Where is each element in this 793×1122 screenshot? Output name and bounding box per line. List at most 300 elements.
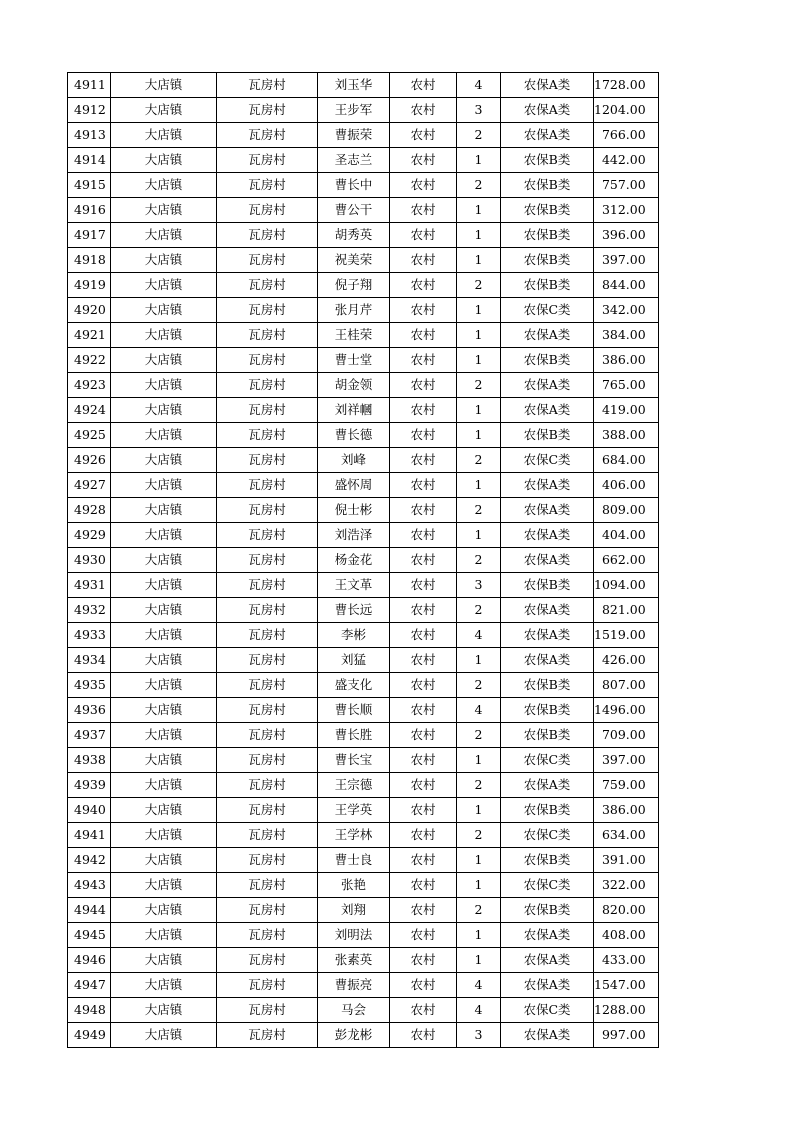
- amount-cell: 997.00: [594, 1023, 659, 1048]
- insurance-category-cell: 农保C类: [501, 748, 594, 773]
- record-id-cell: 4929: [68, 523, 111, 548]
- record-id-cell: 4941: [68, 823, 111, 848]
- insurance-category-cell: 农保A类: [501, 923, 594, 948]
- village-cell: 瓦房村: [217, 273, 318, 298]
- town-cell: 大店镇: [111, 98, 217, 123]
- amount-cell: 634.00: [594, 823, 659, 848]
- household-size-cell: 4: [457, 73, 501, 98]
- town-cell: 大店镇: [111, 648, 217, 673]
- village-cell: 瓦房村: [217, 923, 318, 948]
- insurance-category-cell: 农保A类: [501, 73, 594, 98]
- record-id-cell: 4925: [68, 423, 111, 448]
- record-id-cell: 4933: [68, 623, 111, 648]
- village-cell: 瓦房村: [217, 348, 318, 373]
- name-cell: 刘明法: [318, 923, 390, 948]
- name-cell: 王学英: [318, 798, 390, 823]
- table-row: [68, 298, 659, 323]
- amount-cell: 386.00: [594, 348, 659, 373]
- table-row: [68, 73, 659, 98]
- table-row: [68, 748, 659, 773]
- table-row: [68, 848, 659, 873]
- amount-cell: 807.00: [594, 673, 659, 698]
- village-cell: 瓦房村: [217, 123, 318, 148]
- household-size-cell: 1: [457, 798, 501, 823]
- record-id-cell: 4931: [68, 573, 111, 598]
- table-row: [68, 348, 659, 373]
- table-row: [68, 548, 659, 573]
- town-cell: 大店镇: [111, 998, 217, 1023]
- household-type-cell: 农村: [390, 848, 457, 873]
- household-size-cell: 2: [457, 448, 501, 473]
- household-type-cell: 农村: [390, 198, 457, 223]
- record-id-cell: 4936: [68, 698, 111, 723]
- name-cell: 胡秀英: [318, 223, 390, 248]
- household-type-cell: 农村: [390, 898, 457, 923]
- village-cell: 瓦房村: [217, 498, 318, 523]
- town-cell: 大店镇: [111, 223, 217, 248]
- amount-cell: 406.00: [594, 473, 659, 498]
- town-cell: 大店镇: [111, 723, 217, 748]
- table-row: [68, 798, 659, 823]
- insurance-category-cell: 农保A类: [501, 1023, 594, 1048]
- insurance-category-cell: 农保C类: [501, 448, 594, 473]
- household-type-cell: 农村: [390, 948, 457, 973]
- name-cell: 倪子翔: [318, 273, 390, 298]
- table-row: [68, 948, 659, 973]
- amount-cell: 419.00: [594, 398, 659, 423]
- town-cell: 大店镇: [111, 298, 217, 323]
- village-cell: 瓦房村: [217, 298, 318, 323]
- village-cell: 瓦房村: [217, 473, 318, 498]
- amount-cell: 662.00: [594, 548, 659, 573]
- household-type-cell: 农村: [390, 998, 457, 1023]
- household-size-cell: 1: [457, 473, 501, 498]
- insurance-category-cell: 农保B类: [501, 848, 594, 873]
- village-cell: 瓦房村: [217, 73, 318, 98]
- record-id-cell: 4940: [68, 798, 111, 823]
- name-cell: 曹长宝: [318, 748, 390, 773]
- record-id-cell: 4930: [68, 548, 111, 573]
- record-id-cell: 4939: [68, 773, 111, 798]
- village-cell: 瓦房村: [217, 523, 318, 548]
- name-cell: 盛支化: [318, 673, 390, 698]
- insurance-category-cell: 农保B类: [501, 248, 594, 273]
- record-id-cell: 4942: [68, 848, 111, 873]
- town-cell: 大店镇: [111, 873, 217, 898]
- amount-cell: 322.00: [594, 873, 659, 898]
- household-type-cell: 农村: [390, 298, 457, 323]
- table-row: [68, 998, 659, 1023]
- insurance-category-cell: 农保C类: [501, 298, 594, 323]
- village-cell: 瓦房村: [217, 323, 318, 348]
- household-type-cell: 农村: [390, 548, 457, 573]
- household-size-cell: 1: [457, 148, 501, 173]
- town-cell: 大店镇: [111, 673, 217, 698]
- town-cell: 大店镇: [111, 573, 217, 598]
- household-size-cell: 2: [457, 723, 501, 748]
- name-cell: 王宗德: [318, 773, 390, 798]
- amount-cell: 386.00: [594, 798, 659, 823]
- household-type-cell: 农村: [390, 498, 457, 523]
- amount-cell: 844.00: [594, 273, 659, 298]
- town-cell: 大店镇: [111, 473, 217, 498]
- table-row: [68, 973, 659, 998]
- household-size-cell: 1: [457, 198, 501, 223]
- amount-cell: 1204.00: [594, 98, 659, 123]
- name-cell: 胡金领: [318, 373, 390, 398]
- record-id-cell: 4920: [68, 298, 111, 323]
- village-cell: 瓦房村: [217, 173, 318, 198]
- name-cell: 王桂荣: [318, 323, 390, 348]
- village-cell: 瓦房村: [217, 998, 318, 1023]
- household-size-cell: 1: [457, 648, 501, 673]
- name-cell: 曹长胜: [318, 723, 390, 748]
- insurance-category-cell: 农保A类: [501, 98, 594, 123]
- name-cell: 曹士堂: [318, 348, 390, 373]
- name-cell: 曹长中: [318, 173, 390, 198]
- village-cell: 瓦房村: [217, 698, 318, 723]
- village-cell: 瓦房村: [217, 623, 318, 648]
- household-size-cell: 4: [457, 998, 501, 1023]
- household-size-cell: 2: [457, 548, 501, 573]
- name-cell: 张素英: [318, 948, 390, 973]
- amount-cell: 1288.00: [594, 998, 659, 1023]
- record-id-cell: 4928: [68, 498, 111, 523]
- town-cell: 大店镇: [111, 823, 217, 848]
- name-cell: 曹振亮: [318, 973, 390, 998]
- village-cell: 瓦房村: [217, 648, 318, 673]
- amount-cell: 312.00: [594, 198, 659, 223]
- household-size-cell: 3: [457, 573, 501, 598]
- town-cell: 大店镇: [111, 773, 217, 798]
- name-cell: 马会: [318, 998, 390, 1023]
- insurance-category-cell: 农保B类: [501, 173, 594, 198]
- household-size-cell: 1: [457, 323, 501, 348]
- table-row: [68, 923, 659, 948]
- record-id-cell: 4945: [68, 923, 111, 948]
- household-size-cell: 1: [457, 948, 501, 973]
- town-cell: 大店镇: [111, 423, 217, 448]
- household-size-cell: 1: [457, 748, 501, 773]
- benefit-roster-table: [67, 72, 659, 1048]
- amount-cell: 765.00: [594, 373, 659, 398]
- household-size-cell: 3: [457, 1023, 501, 1048]
- amount-cell: 821.00: [594, 598, 659, 623]
- record-id-cell: 4938: [68, 748, 111, 773]
- table-row: [68, 773, 659, 798]
- record-id-cell: 4918: [68, 248, 111, 273]
- household-size-cell: 2: [457, 898, 501, 923]
- insurance-category-cell: 农保A类: [501, 648, 594, 673]
- record-id-cell: 4943: [68, 873, 111, 898]
- village-cell: 瓦房村: [217, 548, 318, 573]
- household-size-cell: 1: [457, 248, 501, 273]
- household-size-cell: 1: [457, 923, 501, 948]
- household-size-cell: 1: [457, 348, 501, 373]
- amount-cell: 757.00: [594, 173, 659, 198]
- name-cell: 曹长德: [318, 423, 390, 448]
- amount-cell: 809.00: [594, 498, 659, 523]
- town-cell: 大店镇: [111, 348, 217, 373]
- record-id-cell: 4922: [68, 348, 111, 373]
- record-id-cell: 4932: [68, 598, 111, 623]
- insurance-category-cell: 农保C类: [501, 998, 594, 1023]
- record-id-cell: 4916: [68, 198, 111, 223]
- record-id-cell: 4919: [68, 273, 111, 298]
- amount-cell: 442.00: [594, 148, 659, 173]
- insurance-category-cell: 农保B类: [501, 723, 594, 748]
- name-cell: 王学林: [318, 823, 390, 848]
- household-type-cell: 农村: [390, 573, 457, 598]
- table-row: [68, 398, 659, 423]
- name-cell: 曹长顺: [318, 698, 390, 723]
- town-cell: 大店镇: [111, 273, 217, 298]
- household-type-cell: 农村: [390, 523, 457, 548]
- table-row: [68, 673, 659, 698]
- table-row: [68, 423, 659, 448]
- household-type-cell: 农村: [390, 473, 457, 498]
- household-type-cell: 农村: [390, 748, 457, 773]
- record-id-cell: 4946: [68, 948, 111, 973]
- name-cell: 刘玉华: [318, 73, 390, 98]
- village-cell: 瓦房村: [217, 948, 318, 973]
- name-cell: 刘峰: [318, 448, 390, 473]
- table-row: [68, 273, 659, 298]
- name-cell: 倪士彬: [318, 498, 390, 523]
- insurance-category-cell: 农保A类: [501, 323, 594, 348]
- table-row: [68, 623, 659, 648]
- insurance-category-cell: 农保A类: [501, 473, 594, 498]
- household-type-cell: 农村: [390, 598, 457, 623]
- household-size-cell: 2: [457, 673, 501, 698]
- record-id-cell: 4912: [68, 98, 111, 123]
- insurance-category-cell: 农保B类: [501, 348, 594, 373]
- record-id-cell: 4944: [68, 898, 111, 923]
- village-cell: 瓦房村: [217, 98, 318, 123]
- household-size-cell: 1: [457, 848, 501, 873]
- household-size-cell: 2: [457, 773, 501, 798]
- name-cell: 曹公干: [318, 198, 390, 223]
- insurance-category-cell: 农保B类: [501, 273, 594, 298]
- household-type-cell: 农村: [390, 373, 457, 398]
- amount-cell: 397.00: [594, 248, 659, 273]
- household-type-cell: 农村: [390, 123, 457, 148]
- record-id-cell: 4948: [68, 998, 111, 1023]
- amount-cell: 388.00: [594, 423, 659, 448]
- name-cell: 刘猛: [318, 648, 390, 673]
- name-cell: 曹长远: [318, 598, 390, 623]
- table-row: [68, 148, 659, 173]
- record-id-cell: 4924: [68, 398, 111, 423]
- insurance-category-cell: 农保A类: [501, 973, 594, 998]
- record-id-cell: 4923: [68, 373, 111, 398]
- name-cell: 刘翔: [318, 898, 390, 923]
- name-cell: 盛怀周: [318, 473, 390, 498]
- town-cell: 大店镇: [111, 848, 217, 873]
- town-cell: 大店镇: [111, 598, 217, 623]
- village-cell: 瓦房村: [217, 898, 318, 923]
- insurance-category-cell: 农保B类: [501, 573, 594, 598]
- town-cell: 大店镇: [111, 148, 217, 173]
- name-cell: 祝美荣: [318, 248, 390, 273]
- amount-cell: 384.00: [594, 323, 659, 348]
- household-type-cell: 农村: [390, 273, 457, 298]
- town-cell: 大店镇: [111, 548, 217, 573]
- insurance-category-cell: 农保B类: [501, 423, 594, 448]
- name-cell: 刘祥幗: [318, 398, 390, 423]
- table-row: [68, 523, 659, 548]
- village-cell: 瓦房村: [217, 198, 318, 223]
- insurance-category-cell: 农保B类: [501, 673, 594, 698]
- village-cell: 瓦房村: [217, 873, 318, 898]
- household-type-cell: 农村: [390, 98, 457, 123]
- household-size-cell: 1: [457, 223, 501, 248]
- town-cell: 大店镇: [111, 398, 217, 423]
- household-type-cell: 农村: [390, 648, 457, 673]
- household-size-cell: 2: [457, 273, 501, 298]
- insurance-category-cell: 农保A类: [501, 373, 594, 398]
- town-cell: 大店镇: [111, 748, 217, 773]
- household-type-cell: 农村: [390, 723, 457, 748]
- amount-cell: 709.00: [594, 723, 659, 748]
- town-cell: 大店镇: [111, 323, 217, 348]
- insurance-category-cell: 农保A类: [501, 548, 594, 573]
- amount-cell: 1519.00: [594, 623, 659, 648]
- town-cell: 大店镇: [111, 73, 217, 98]
- amount-cell: 1728.00: [594, 73, 659, 98]
- town-cell: 大店镇: [111, 198, 217, 223]
- village-cell: 瓦房村: [217, 798, 318, 823]
- insurance-category-cell: 农保B类: [501, 798, 594, 823]
- household-size-cell: 2: [457, 823, 501, 848]
- amount-cell: 404.00: [594, 523, 659, 548]
- table-row: [68, 498, 659, 523]
- town-cell: 大店镇: [111, 948, 217, 973]
- town-cell: 大店镇: [111, 698, 217, 723]
- table-row: [68, 198, 659, 223]
- town-cell: 大店镇: [111, 523, 217, 548]
- table-row: [68, 823, 659, 848]
- town-cell: 大店镇: [111, 623, 217, 648]
- household-size-cell: 1: [457, 298, 501, 323]
- household-size-cell: 1: [457, 423, 501, 448]
- name-cell: 张艳: [318, 873, 390, 898]
- town-cell: 大店镇: [111, 448, 217, 473]
- insurance-category-cell: 农保B类: [501, 223, 594, 248]
- insurance-category-cell: 农保A类: [501, 523, 594, 548]
- household-type-cell: 农村: [390, 348, 457, 373]
- household-size-cell: 2: [457, 123, 501, 148]
- name-cell: 彭龙彬: [318, 1023, 390, 1048]
- village-cell: 瓦房村: [217, 423, 318, 448]
- household-type-cell: 农村: [390, 798, 457, 823]
- table-row: [68, 173, 659, 198]
- amount-cell: 397.00: [594, 748, 659, 773]
- record-id-cell: 4937: [68, 723, 111, 748]
- record-id-cell: 4915: [68, 173, 111, 198]
- town-cell: 大店镇: [111, 1023, 217, 1048]
- household-type-cell: 农村: [390, 923, 457, 948]
- record-id-cell: 4949: [68, 1023, 111, 1048]
- household-type-cell: 农村: [390, 398, 457, 423]
- insurance-category-cell: 农保A类: [501, 623, 594, 648]
- household-size-cell: 2: [457, 498, 501, 523]
- record-id-cell: 4947: [68, 973, 111, 998]
- household-size-cell: 2: [457, 173, 501, 198]
- town-cell: 大店镇: [111, 798, 217, 823]
- name-cell: 王步军: [318, 98, 390, 123]
- record-id-cell: 4914: [68, 148, 111, 173]
- table-row: [68, 448, 659, 473]
- table-row: [68, 698, 659, 723]
- table-row: [68, 723, 659, 748]
- table-row: [68, 123, 659, 148]
- record-id-cell: 4927: [68, 473, 111, 498]
- table-row: [68, 98, 659, 123]
- household-size-cell: 4: [457, 698, 501, 723]
- household-size-cell: 1: [457, 523, 501, 548]
- record-id-cell: 4935: [68, 673, 111, 698]
- village-cell: 瓦房村: [217, 673, 318, 698]
- village-cell: 瓦房村: [217, 573, 318, 598]
- household-type-cell: 农村: [390, 1023, 457, 1048]
- table-row: [68, 598, 659, 623]
- amount-cell: 426.00: [594, 648, 659, 673]
- household-size-cell: 2: [457, 373, 501, 398]
- household-type-cell: 农村: [390, 623, 457, 648]
- table-row: [68, 573, 659, 598]
- table-row: [68, 223, 659, 248]
- village-cell: 瓦房村: [217, 848, 318, 873]
- record-id-cell: 4911: [68, 73, 111, 98]
- amount-cell: 408.00: [594, 923, 659, 948]
- insurance-category-cell: 农保A类: [501, 598, 594, 623]
- table-row: [68, 648, 659, 673]
- household-type-cell: 农村: [390, 973, 457, 998]
- amount-cell: 433.00: [594, 948, 659, 973]
- name-cell: 杨金花: [318, 548, 390, 573]
- household-type-cell: 农村: [390, 423, 457, 448]
- household-size-cell: 1: [457, 398, 501, 423]
- insurance-category-cell: 农保B类: [501, 148, 594, 173]
- village-cell: 瓦房村: [217, 1023, 318, 1048]
- table-row: [68, 323, 659, 348]
- village-cell: 瓦房村: [217, 373, 318, 398]
- household-size-cell: 2: [457, 598, 501, 623]
- household-type-cell: 农村: [390, 773, 457, 798]
- amount-cell: 1547.00: [594, 973, 659, 998]
- village-cell: 瓦房村: [217, 823, 318, 848]
- village-cell: 瓦房村: [217, 248, 318, 273]
- amount-cell: 766.00: [594, 123, 659, 148]
- town-cell: 大店镇: [111, 373, 217, 398]
- amount-cell: 1496.00: [594, 698, 659, 723]
- town-cell: 大店镇: [111, 973, 217, 998]
- name-cell: 圣志兰: [318, 148, 390, 173]
- record-id-cell: 4934: [68, 648, 111, 673]
- insurance-category-cell: 农保A类: [501, 398, 594, 423]
- amount-cell: 759.00: [594, 773, 659, 798]
- household-type-cell: 农村: [390, 698, 457, 723]
- household-type-cell: 农村: [390, 873, 457, 898]
- town-cell: 大店镇: [111, 898, 217, 923]
- household-type-cell: 农村: [390, 248, 457, 273]
- village-cell: 瓦房村: [217, 148, 318, 173]
- insurance-category-cell: 农保A类: [501, 773, 594, 798]
- town-cell: 大店镇: [111, 498, 217, 523]
- name-cell: 张月芹: [318, 298, 390, 323]
- household-type-cell: 农村: [390, 148, 457, 173]
